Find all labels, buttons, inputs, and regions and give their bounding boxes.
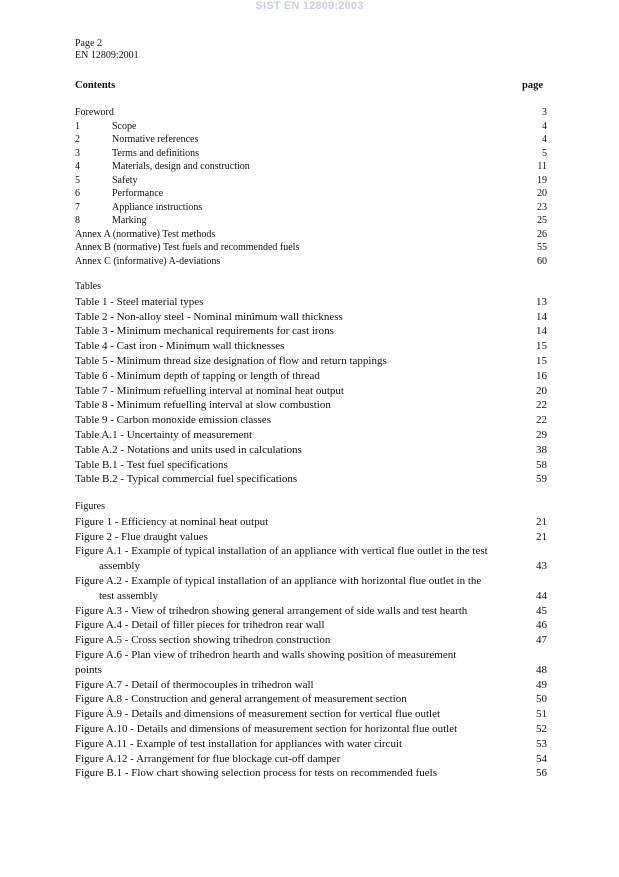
- standard-number: EN 12809:2001: [75, 50, 139, 61]
- figure-entry[interactable]: Figure A.4 - Detail of filler pieces for trihedron rear wall 46: [75, 619, 547, 632]
- toc-row[interactable]: 1 Scope 4: [75, 120, 547, 132]
- toc-row[interactable]: 2 Normative references 4: [75, 134, 547, 145]
- toc-row[interactable]: 5 Safety 19: [75, 174, 547, 186]
- toc-row[interactable]: Annex B (normative) Test fuels and recommended fuels 55: [75, 242, 547, 253]
- page-number: Page 2: [75, 38, 102, 49]
- table-entry[interactable]: Table A.2 - Notations and units used in calculations 38: [75, 443, 547, 456]
- page-column-label: page: [522, 80, 543, 91]
- figure-entry[interactable]: Figure A.9 - Details and dimensions of measurement section for vertical flue outlet 51: [75, 708, 547, 721]
- table-entry[interactable]: Table 8 - Minimum refuelling interval at slow combustion 22: [75, 399, 547, 412]
- figure-entry[interactable]: Figure 1 - Efficiency at nominal heat output 21: [75, 515, 547, 528]
- table-entry[interactable]: Table 4 - Cast iron - Minimum wall thicknesses 15: [75, 340, 547, 353]
- figure-entry[interactable]: Figure B.1 - Flow chart showing selection process for tests on recommended fuels 56: [75, 767, 547, 780]
- table-entry[interactable]: Table 2 - Non-alloy steel - Nominal minimum wall thickness 14: [75, 310, 547, 323]
- table-entry[interactable]: Table 5 - Minimum thread size designation of flow and return tappings 15: [75, 354, 547, 367]
- figures-list: [75, 500, 547, 781]
- toc-row[interactable]: Annex C (informative) A-deviations 60: [75, 255, 547, 267]
- toc-row[interactable]: 6 Performance 20: [75, 188, 547, 199]
- tables-heading: Tables: [75, 281, 101, 292]
- figure-entry[interactable]: Figure A.3 - View of trihedron showing general arrangement of side walls and test hearth 45: [75, 604, 547, 617]
- sections-list: [75, 106, 547, 268]
- figure-entry[interactable]: Figure A.11 - Example of test installation for appliances with water circuit 53: [75, 737, 547, 750]
- toc-row[interactable]: 4 Materials, design and construction 11: [75, 161, 547, 172]
- table-entry[interactable]: Table A.1 - Uncertainty of measurement 29: [75, 428, 547, 441]
- table-entry[interactable]: Table 1 - Steel material types 13: [75, 295, 547, 308]
- table-entry[interactable]: Table 3 - Minimum mechanical requirements for cast irons 14: [75, 325, 547, 338]
- tables-list: [75, 280, 547, 487]
- toc-row[interactable]: 3 Terms and definitions 5: [75, 147, 547, 159]
- figure-entry[interactable]: Figure A.5 - Cross section showing trihedron construction 47: [75, 634, 547, 647]
- figures-heading: Figures: [75, 501, 105, 512]
- toc-row[interactable]: Foreword 3: [75, 107, 547, 118]
- figure-entry[interactable]: Figure A.10 - Details and dimensions of measurement section for horizontal flue outlet 52: [75, 722, 547, 735]
- figure-entry[interactable]: Figure A.7 - Detail of thermocouples in trihedron wall 49: [75, 678, 547, 691]
- figure-entry[interactable]: Figure A.12 - Arrangement for flue blockage cut-off damper 54: [75, 752, 547, 765]
- table-entry[interactable]: Table 9 - Carbon monoxide emission classes 22: [75, 414, 547, 427]
- table-entry[interactable]: Table B.1 - Test fuel specifications 58: [75, 458, 547, 471]
- figure-entry[interactable]: Figure A.2 - Example of typical installation of an appliance with horizontal flue outlet in the test assembly 44: [75, 574, 547, 602]
- toc-row[interactable]: 7 Appliance instructions 23: [75, 201, 547, 213]
- contents-title: Contents: [75, 80, 116, 91]
- toc-row[interactable]: Annex A (normative) Test methods 26: [75, 228, 547, 240]
- figure-entry[interactable]: Figure A.1 - Example of typical installation of an appliance with vertical flue outlet in the test assembly 43: [75, 545, 547, 573]
- toc-row[interactable]: 8 Marking 25: [75, 215, 547, 226]
- figure-entry[interactable]: Figure 2 - Flue draught values 21: [75, 530, 547, 543]
- figure-entry[interactable]: Figure A.8 - Construction and general arrangement of measurement section 50: [75, 693, 547, 706]
- watermark-text: SIST EN 12809:2003: [255, 0, 364, 12]
- table-entry[interactable]: Table B.2 - Typical commercial fuel specifications 59: [75, 473, 547, 486]
- figure-entry[interactable]: Figure A.6 - Plan view of trihedron hearth and walls showing position of measurement points 48: [75, 648, 547, 676]
- table-entry[interactable]: Table 7 - Minimum refuelling interval at nominal heat output 20: [75, 384, 547, 397]
- table-entry[interactable]: Table 6 - Minimum depth of tapping or length of thread 16: [75, 369, 547, 382]
